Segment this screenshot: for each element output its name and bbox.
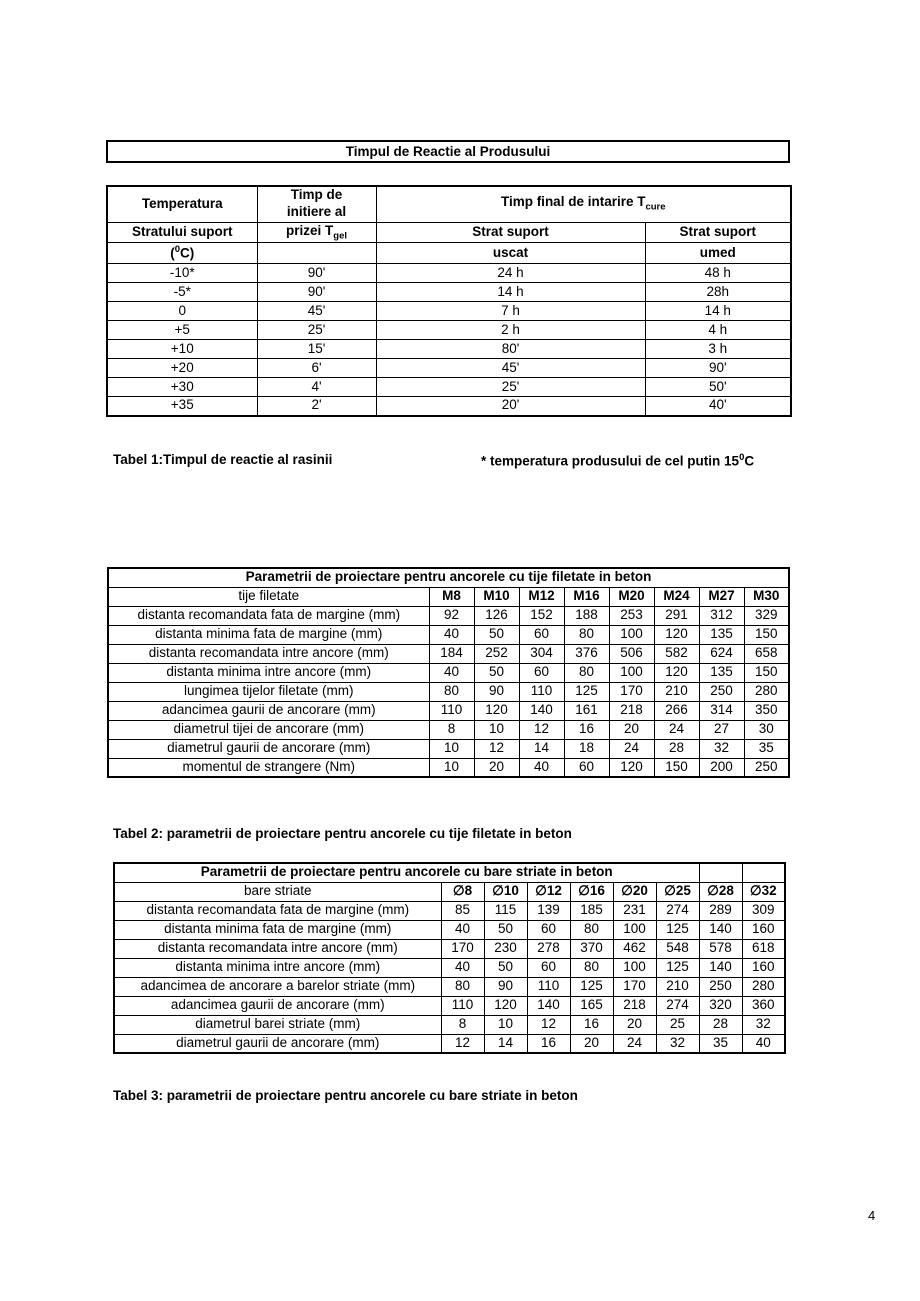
value-cell: 60 bbox=[519, 625, 564, 644]
value-cell: 2' bbox=[257, 397, 376, 416]
stratului-suport-header-cell bbox=[107, 222, 257, 243]
value-cell: 24 bbox=[609, 739, 654, 758]
value-cell: 40 bbox=[742, 1034, 785, 1053]
value-cell: 140 bbox=[699, 958, 742, 977]
value-cell: -5* bbox=[107, 283, 257, 302]
table2-title-row bbox=[108, 568, 789, 587]
value-cell: 90 bbox=[484, 977, 527, 996]
value-cell: 280 bbox=[742, 977, 785, 996]
row-label-cell: lungimea tijelor filetate (mm) bbox=[108, 682, 429, 701]
value-cell: 14 h bbox=[376, 283, 645, 302]
row-label-cell: diametrul barei striate (mm) bbox=[114, 1015, 441, 1034]
row-label-cell: diametrul gaurii de ancorare (mm) bbox=[114, 1034, 441, 1053]
value-cell: 462 bbox=[613, 939, 656, 958]
table1-note: * temperatura produsului de cel putin $15^0C$ bbox=[481, 452, 755, 469]
row-label-cell: momentul de strangere (Nm) bbox=[108, 758, 429, 777]
empty-cell bbox=[257, 243, 376, 264]
table-row bbox=[114, 996, 785, 1015]
table-row bbox=[107, 264, 791, 283]
table3-header bbox=[114, 863, 785, 901]
value-cell: 12 bbox=[474, 739, 519, 758]
value-cell: 40 bbox=[441, 958, 484, 977]
size-header-cell: M30 bbox=[744, 587, 789, 606]
value-cell: 24 h bbox=[376, 264, 645, 283]
empty-header-cell bbox=[699, 863, 742, 882]
value-cell: 312 bbox=[699, 606, 744, 625]
row-label-cell: distanta minima fata de margine (mm) bbox=[108, 625, 429, 644]
value-cell: 90 bbox=[474, 682, 519, 701]
size-header-cell: ∅25 bbox=[656, 882, 699, 901]
timp-de-label: Timp de bbox=[290, 187, 343, 203]
timp-final-label: Timp final de intarire T bbox=[500, 194, 646, 210]
value-cell: 120 bbox=[609, 758, 654, 777]
value-cell: 320 bbox=[699, 996, 742, 1015]
value-cell: 10 bbox=[429, 758, 474, 777]
table2-row-header-cell: tije filetate bbox=[108, 587, 429, 606]
value-cell: 20 bbox=[474, 758, 519, 777]
value-cell: 90' bbox=[257, 264, 376, 283]
table1-header-row-2 bbox=[107, 222, 791, 243]
table-row bbox=[107, 340, 791, 359]
value-cell: 100 bbox=[609, 663, 654, 682]
value-cell: 165 bbox=[570, 996, 613, 1015]
value-cell: 40' bbox=[645, 397, 791, 416]
table-row bbox=[107, 302, 791, 321]
value-cell: 115 bbox=[484, 901, 527, 920]
value-cell: 28 bbox=[654, 739, 699, 758]
size-header-cell: ∅10 bbox=[484, 882, 527, 901]
value-cell: 48 h bbox=[645, 264, 791, 283]
row-label-cell: distanta recomandata fata de margine (mm) bbox=[114, 901, 441, 920]
value-cell: 14 bbox=[519, 739, 564, 758]
value-cell: 16 bbox=[564, 720, 609, 739]
table3-body bbox=[114, 901, 785, 1053]
document-title: Timpul de Reactie al Produsului bbox=[345, 144, 551, 159]
value-cell: 140 bbox=[519, 701, 564, 720]
umed-header-cell bbox=[645, 243, 791, 264]
value-cell: 170 bbox=[613, 977, 656, 996]
table-row bbox=[108, 739, 789, 758]
table2-caption: Tabel 2: parametrii de proiectare pentru ancorele cu tije filetate in beton bbox=[113, 826, 572, 841]
reaction-time-table-wrap bbox=[106, 185, 792, 417]
value-cell: 25' bbox=[257, 321, 376, 340]
value-cell: 125 bbox=[570, 977, 613, 996]
value-cell: 376 bbox=[564, 644, 609, 663]
row-label-cell: adancimea gaurii de ancorare (mm) bbox=[108, 701, 429, 720]
prizei-tgel-header-cell bbox=[257, 222, 376, 243]
value-cell: 8 bbox=[441, 1015, 484, 1034]
value-cell: 140 bbox=[699, 920, 742, 939]
value-cell: +30 bbox=[107, 378, 257, 397]
value-cell: 582 bbox=[654, 644, 699, 663]
value-cell: 160 bbox=[742, 958, 785, 977]
value-cell: 170 bbox=[441, 939, 484, 958]
value-cell: 548 bbox=[656, 939, 699, 958]
value-cell: 32 bbox=[699, 739, 744, 758]
tcure-subscript: cure bbox=[645, 202, 666, 214]
value-cell: 35 bbox=[744, 739, 789, 758]
table-row bbox=[114, 920, 785, 939]
value-cell: 45' bbox=[257, 302, 376, 321]
value-cell: 10 bbox=[484, 1015, 527, 1034]
size-header-cell: M12 bbox=[519, 587, 564, 606]
value-cell: 14 h bbox=[645, 302, 791, 321]
table-row bbox=[108, 682, 789, 701]
value-cell: 188 bbox=[564, 606, 609, 625]
celsius-unit-header-cell: ($^0$C) bbox=[107, 243, 257, 264]
value-cell: 250 bbox=[744, 758, 789, 777]
value-cell: 126 bbox=[474, 606, 519, 625]
value-cell: 210 bbox=[656, 977, 699, 996]
prizei-label: prizei T bbox=[286, 222, 334, 238]
page-number: 4 bbox=[868, 1208, 876, 1223]
value-cell: 350 bbox=[744, 701, 789, 720]
value-cell: 25 bbox=[656, 1015, 699, 1034]
size-header-cell: ∅12 bbox=[527, 882, 570, 901]
row-label-cell: distanta recomandata intre ancore (mm) bbox=[114, 939, 441, 958]
value-cell: 135 bbox=[699, 625, 744, 644]
value-cell: 0 bbox=[107, 302, 257, 321]
value-cell: 150 bbox=[744, 663, 789, 682]
value-cell: 100 bbox=[613, 920, 656, 939]
row-label-cell: distanta recomandata intre ancore (mm) bbox=[108, 644, 429, 663]
value-cell: 20 bbox=[613, 1015, 656, 1034]
tgel-subscript: gel bbox=[333, 230, 347, 242]
value-cell: 80 bbox=[564, 663, 609, 682]
table1-header-row-3 bbox=[107, 243, 791, 264]
strat-suport-umed-header-cell bbox=[645, 222, 791, 243]
value-cell: 90' bbox=[645, 359, 791, 378]
value-cell: 218 bbox=[609, 701, 654, 720]
umed-label: umed bbox=[699, 244, 736, 260]
value-cell: 250 bbox=[699, 682, 744, 701]
value-cell: 12 bbox=[519, 720, 564, 739]
table-row bbox=[114, 958, 785, 977]
value-cell: 110 bbox=[519, 682, 564, 701]
value-cell: 140 bbox=[527, 996, 570, 1015]
value-cell: 12 bbox=[441, 1034, 484, 1053]
value-cell: 8 bbox=[429, 720, 474, 739]
value-cell: 252 bbox=[474, 644, 519, 663]
value-cell: 329 bbox=[744, 606, 789, 625]
value-cell: 6' bbox=[257, 359, 376, 378]
value-cell: 20 bbox=[570, 1034, 613, 1053]
degree-superscript: 0 bbox=[174, 243, 181, 255]
value-cell: 139 bbox=[527, 901, 570, 920]
temperatura-label: Temperatura bbox=[141, 195, 223, 211]
reaction-time-table bbox=[106, 185, 792, 417]
value-cell: 30 bbox=[744, 720, 789, 739]
value-cell: 10 bbox=[474, 720, 519, 739]
value-cell: 2 h bbox=[376, 321, 645, 340]
size-header-cell: M24 bbox=[654, 587, 699, 606]
value-cell: 10 bbox=[429, 739, 474, 758]
table2-body bbox=[108, 606, 789, 777]
value-cell: 110 bbox=[429, 701, 474, 720]
value-cell: 60 bbox=[527, 958, 570, 977]
value-cell: 658 bbox=[744, 644, 789, 663]
value-cell: 110 bbox=[441, 996, 484, 1015]
value-cell: 250 bbox=[699, 977, 742, 996]
value-cell: 506 bbox=[609, 644, 654, 663]
table2-title-cell: Parametrii de proiectare pentru ancorele cu tije filetate in beton bbox=[108, 568, 789, 587]
value-cell: 27 bbox=[699, 720, 744, 739]
empty-header-cell bbox=[742, 863, 785, 882]
value-cell: 125 bbox=[656, 920, 699, 939]
table3-caption: Tabel 3: parametrii de proiectare pentru ancorele cu bare striate in beton bbox=[113, 1088, 578, 1103]
value-cell: 278 bbox=[527, 939, 570, 958]
table-row bbox=[114, 1034, 785, 1053]
value-cell: 210 bbox=[654, 682, 699, 701]
strat-suport-label: Strat suport bbox=[679, 223, 756, 239]
value-cell: 120 bbox=[654, 625, 699, 644]
value-cell: 18 bbox=[564, 739, 609, 758]
value-cell: 80 bbox=[564, 625, 609, 644]
value-cell: 618 bbox=[742, 939, 785, 958]
value-cell: 60 bbox=[527, 920, 570, 939]
table2-header bbox=[108, 568, 789, 606]
value-cell: 135 bbox=[699, 663, 744, 682]
value-cell: 28h bbox=[645, 283, 791, 302]
table1-caption: Tabel 1:Timpul de reactie al rasinii bbox=[113, 452, 333, 467]
value-cell: 274 bbox=[656, 901, 699, 920]
value-cell: 14 bbox=[484, 1034, 527, 1053]
value-cell: 161 bbox=[564, 701, 609, 720]
table3-row-header-cell: bare striate bbox=[114, 882, 441, 901]
value-cell: 160 bbox=[742, 920, 785, 939]
value-cell: 40 bbox=[429, 663, 474, 682]
degree-superscript: 0 bbox=[739, 452, 745, 463]
value-cell: 184 bbox=[429, 644, 474, 663]
strat-suport-uscat-header-cell bbox=[376, 222, 645, 243]
timp-initiere-header-cell bbox=[257, 186, 376, 222]
value-cell: 80 bbox=[441, 977, 484, 996]
value-cell: 35 bbox=[699, 1034, 742, 1053]
value-cell: 170 bbox=[609, 682, 654, 701]
value-cell: 32 bbox=[656, 1034, 699, 1053]
stratului-suport-label: Stratului suport bbox=[132, 223, 233, 239]
value-cell: 50' bbox=[645, 378, 791, 397]
value-cell: 92 bbox=[429, 606, 474, 625]
value-cell: +5 bbox=[107, 321, 257, 340]
value-cell: 20' bbox=[376, 397, 645, 416]
table-row bbox=[114, 977, 785, 996]
ribbed-bar-table-wrap bbox=[113, 862, 786, 1054]
value-cell: 80 bbox=[570, 920, 613, 939]
table-row bbox=[108, 758, 789, 777]
value-cell: 90' bbox=[257, 283, 376, 302]
value-cell: 218 bbox=[613, 996, 656, 1015]
value-cell: +20 bbox=[107, 359, 257, 378]
table-row bbox=[107, 321, 791, 340]
table-row bbox=[108, 663, 789, 682]
value-cell: 274 bbox=[656, 996, 699, 1015]
size-header-cell: M27 bbox=[699, 587, 744, 606]
value-cell: 578 bbox=[699, 939, 742, 958]
size-header-cell: ∅32 bbox=[742, 882, 785, 901]
value-cell: -10* bbox=[107, 264, 257, 283]
table2-header-row bbox=[108, 587, 789, 606]
table-row bbox=[108, 644, 789, 663]
value-cell: 25' bbox=[376, 378, 645, 397]
table3-title-cell: Parametrii de proiectare pentru ancorele cu bare striate in beton bbox=[114, 863, 699, 882]
value-cell: 266 bbox=[654, 701, 699, 720]
value-cell: 230 bbox=[484, 939, 527, 958]
initiere-al-label: initiere al bbox=[286, 204, 347, 220]
document-title-box bbox=[106, 140, 790, 163]
value-cell: 110 bbox=[527, 977, 570, 996]
table1-header-row-1 bbox=[107, 186, 791, 222]
value-cell: 80 bbox=[570, 958, 613, 977]
value-cell: 100 bbox=[609, 625, 654, 644]
value-cell: 152 bbox=[519, 606, 564, 625]
value-cell: 60 bbox=[564, 758, 609, 777]
value-cell: 40 bbox=[441, 920, 484, 939]
value-cell: 624 bbox=[699, 644, 744, 663]
table3-header-row bbox=[114, 882, 785, 901]
table-row bbox=[107, 397, 791, 416]
table-row bbox=[114, 939, 785, 958]
threaded-rod-table-wrap bbox=[107, 567, 790, 778]
table1-body bbox=[107, 264, 791, 416]
value-cell: +10 bbox=[107, 340, 257, 359]
value-cell: 360 bbox=[742, 996, 785, 1015]
value-cell: 291 bbox=[654, 606, 699, 625]
value-cell: 50 bbox=[474, 625, 519, 644]
value-cell: 150 bbox=[654, 758, 699, 777]
timp-final-header-cell bbox=[376, 186, 791, 222]
size-header-cell: ∅16 bbox=[570, 882, 613, 901]
value-cell: 85 bbox=[441, 901, 484, 920]
value-cell: 200 bbox=[699, 758, 744, 777]
value-cell: 370 bbox=[570, 939, 613, 958]
uscat-header-cell bbox=[376, 243, 645, 264]
value-cell: 253 bbox=[609, 606, 654, 625]
value-cell: 231 bbox=[613, 901, 656, 920]
row-label-cell: diametrul tijei de ancorare (mm) bbox=[108, 720, 429, 739]
value-cell: 45' bbox=[376, 359, 645, 378]
table3-title-row bbox=[114, 863, 785, 882]
row-label-cell: diametrul gaurii de ancorare (mm) bbox=[108, 739, 429, 758]
table-row bbox=[107, 378, 791, 397]
value-cell: 15' bbox=[257, 340, 376, 359]
value-cell: 309 bbox=[742, 901, 785, 920]
value-cell: 16 bbox=[527, 1034, 570, 1053]
size-header-cell: ∅28 bbox=[699, 882, 742, 901]
size-header-cell: M10 bbox=[474, 587, 519, 606]
size-header-cell: M20 bbox=[609, 587, 654, 606]
value-cell: 12 bbox=[527, 1015, 570, 1034]
table-row bbox=[107, 359, 791, 378]
value-cell: +35 bbox=[107, 397, 257, 416]
value-cell: 28 bbox=[699, 1015, 742, 1034]
table-row bbox=[114, 901, 785, 920]
table-row bbox=[108, 701, 789, 720]
value-cell: 40 bbox=[429, 625, 474, 644]
value-cell: 50 bbox=[484, 920, 527, 939]
value-cell: 120 bbox=[654, 663, 699, 682]
value-cell: 304 bbox=[519, 644, 564, 663]
row-label-cell: distanta minima intre ancore (mm) bbox=[114, 958, 441, 977]
value-cell: 185 bbox=[570, 901, 613, 920]
value-cell: 314 bbox=[699, 701, 744, 720]
table-row bbox=[114, 1015, 785, 1034]
value-cell: 50 bbox=[474, 663, 519, 682]
value-cell: 4 h bbox=[645, 321, 791, 340]
row-label-cell: distanta minima intre ancore (mm) bbox=[108, 663, 429, 682]
threaded-rod-table bbox=[107, 567, 790, 778]
value-cell: 50 bbox=[484, 958, 527, 977]
value-cell: 125 bbox=[564, 682, 609, 701]
value-cell: 80 bbox=[429, 682, 474, 701]
value-cell: 280 bbox=[744, 682, 789, 701]
value-cell: 3 h bbox=[645, 340, 791, 359]
value-cell: 125 bbox=[656, 958, 699, 977]
value-cell: 60 bbox=[519, 663, 564, 682]
value-cell: 120 bbox=[474, 701, 519, 720]
table-row bbox=[108, 606, 789, 625]
size-header-cell: M8 bbox=[429, 587, 474, 606]
value-cell: 289 bbox=[699, 901, 742, 920]
value-cell: 7 h bbox=[376, 302, 645, 321]
uscat-label: uscat bbox=[492, 244, 529, 260]
size-header-cell: ∅20 bbox=[613, 882, 656, 901]
table1-header bbox=[107, 186, 791, 264]
size-header-cell: M16 bbox=[564, 587, 609, 606]
value-cell: 20 bbox=[609, 720, 654, 739]
strat-suport-label: Strat suport bbox=[472, 223, 549, 239]
table-row bbox=[108, 625, 789, 644]
table-row bbox=[108, 720, 789, 739]
value-cell: 150 bbox=[744, 625, 789, 644]
value-cell: 100 bbox=[613, 958, 656, 977]
value-cell: 24 bbox=[654, 720, 699, 739]
row-label-cell: adancimea de ancorare a barelor striate (mm) bbox=[114, 977, 441, 996]
value-cell: 16 bbox=[570, 1015, 613, 1034]
temperatura-header-cell bbox=[107, 186, 257, 222]
value-cell: 4' bbox=[257, 378, 376, 397]
row-label-cell: adancimea gaurii de ancorare (mm) bbox=[114, 996, 441, 1015]
size-header-cell: ∅8 bbox=[441, 882, 484, 901]
table-row bbox=[107, 283, 791, 302]
value-cell: 80' bbox=[376, 340, 645, 359]
row-label-cell: distanta recomandata fata de margine (mm) bbox=[108, 606, 429, 625]
ribbed-bar-table bbox=[113, 862, 786, 1054]
value-cell: 120 bbox=[484, 996, 527, 1015]
value-cell: 24 bbox=[613, 1034, 656, 1053]
row-label-cell: distanta minima fata de margine (mm) bbox=[114, 920, 441, 939]
value-cell: 32 bbox=[742, 1015, 785, 1034]
value-cell: 40 bbox=[519, 758, 564, 777]
